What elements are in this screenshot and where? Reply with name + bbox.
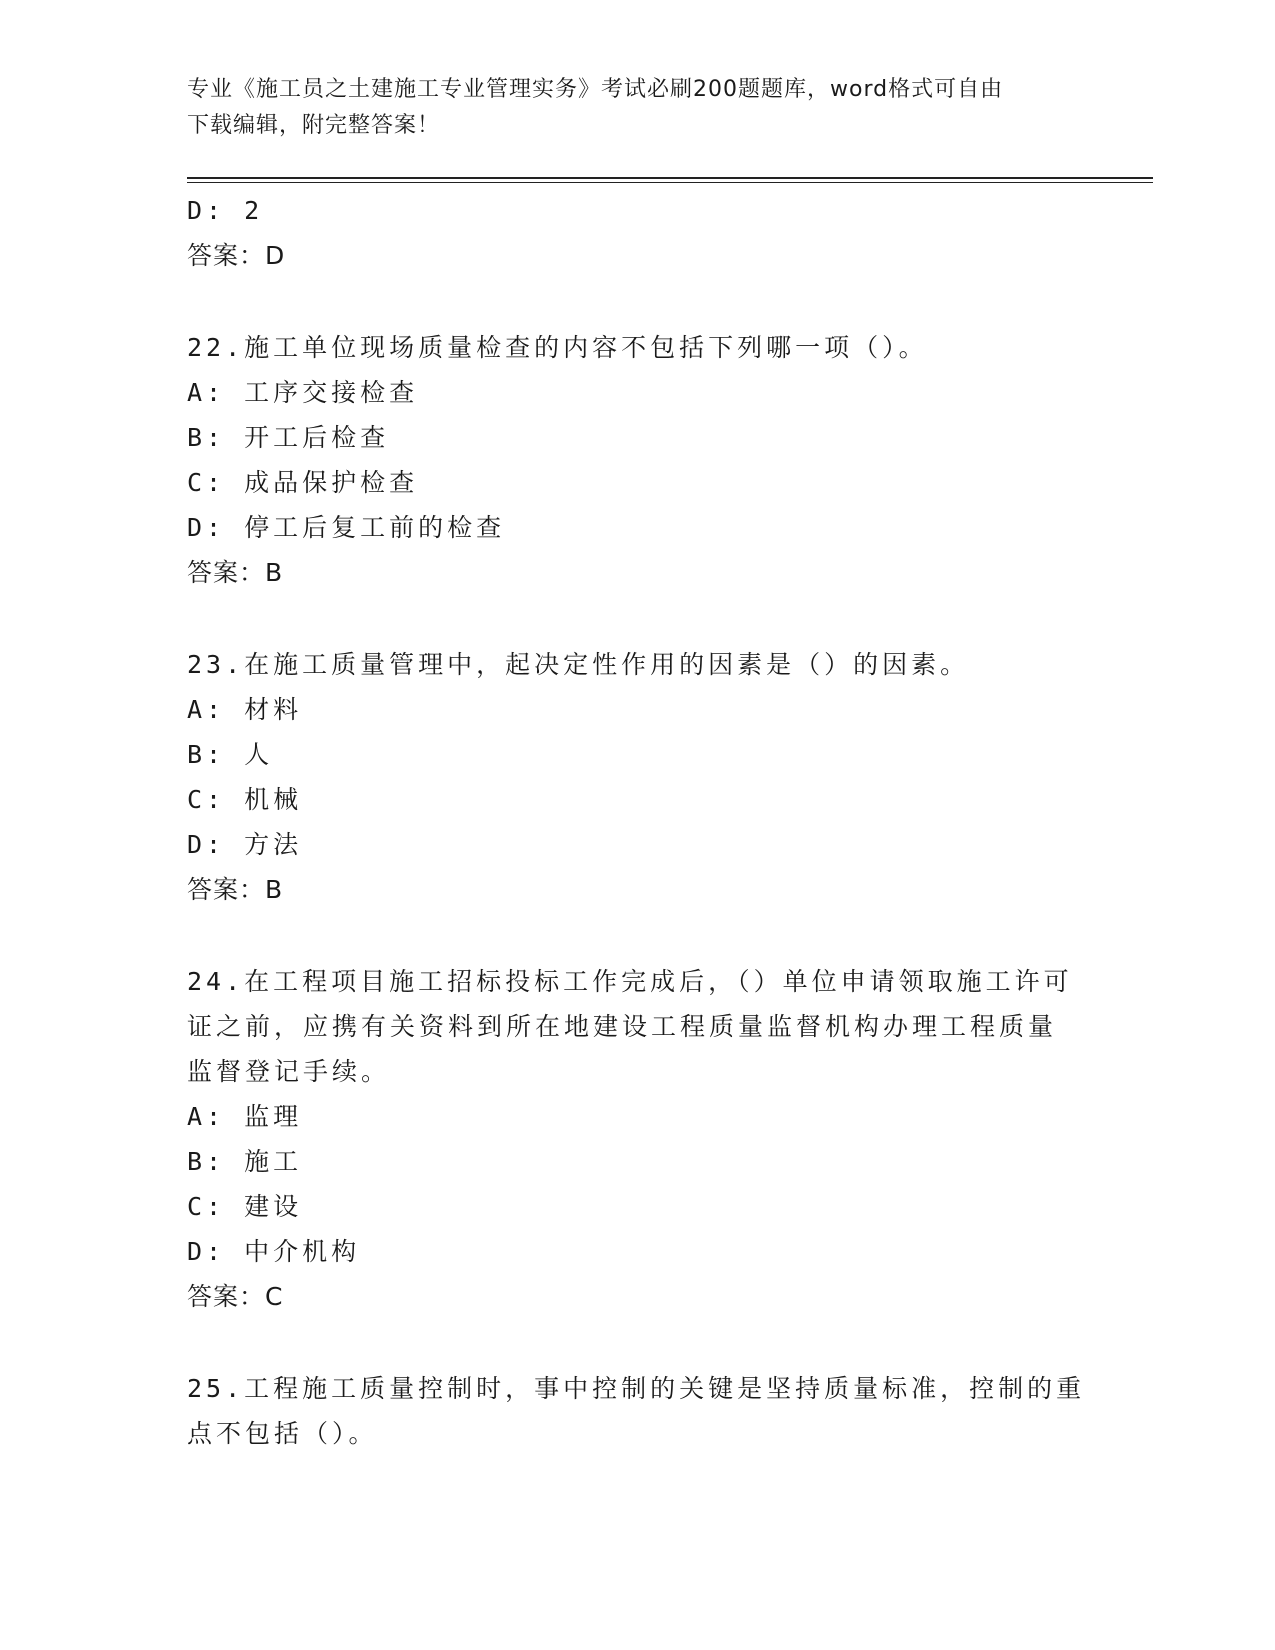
option-d: D: 停工后复工前的检查 <box>187 513 506 542</box>
option-d: D: 2 <box>187 196 264 225</box>
answer-line: 答案：D <box>187 241 286 270</box>
header-rule-thin <box>187 182 1153 183</box>
option-b: B: 开工后检查 <box>187 423 390 452</box>
document-content <box>187 188 1087 1456</box>
answer-line: 答案：C <box>187 1282 284 1311</box>
question-text: 22.施工单位现场质量检查的内容不包括下列哪一项（）。 <box>187 333 928 362</box>
spacer <box>187 1319 1087 1366</box>
question-text: 23.在施工质量管理中，起决定性作用的因素是（）的因素。 <box>187 650 970 679</box>
answer-line: 答案：B <box>187 875 284 904</box>
spacer <box>187 912 1087 959</box>
header-line-2: 下载编辑，附完整答案！ <box>187 113 441 138</box>
question-23 <box>187 642 1087 912</box>
spacer <box>187 278 1087 325</box>
option-a: A: 监理 <box>187 1102 303 1131</box>
document-header <box>187 72 1067 144</box>
question-22 <box>187 325 1087 595</box>
option-a: A: 材料 <box>187 695 303 724</box>
option-c: C: 成品保护检查 <box>187 468 419 497</box>
spacer <box>187 595 1087 642</box>
option-c: C: 机械 <box>187 785 303 814</box>
option-a: A: 工序交接检查 <box>187 378 419 407</box>
header-line-1: 专业《施工员之土建施工专业管理实务》考试必刷200题题库，word格式可自由 <box>187 77 1004 102</box>
answer-line: 答案：B <box>187 558 284 587</box>
option-c: C: 建设 <box>187 1192 303 1221</box>
option-b: B: 施工 <box>187 1147 303 1176</box>
question-text-line-3: 监督登记手续。 <box>187 1057 391 1086</box>
option-d: D: 方法 <box>187 830 303 859</box>
question-text-line-2: 证之前，应携有关资料到所在地建设工程质量监督机构办理工程质量 <box>187 1012 1058 1041</box>
header-rule <box>187 177 1153 179</box>
option-b: B: 人 <box>187 740 274 769</box>
question-text-line-1: 25.工程施工质量控制时，事中控制的关键是坚持质量标准，控制的重 <box>187 1374 1086 1403</box>
question-24 <box>187 959 1087 1319</box>
question-25 <box>187 1366 1087 1456</box>
option-d: D: 中介机构 <box>187 1237 361 1266</box>
question-text-line-1: 24.在工程项目施工招标投标工作完成后，（）单位申请领取施工许可 <box>187 967 1073 996</box>
question-text-line-2: 点不包括（）。 <box>187 1419 378 1448</box>
